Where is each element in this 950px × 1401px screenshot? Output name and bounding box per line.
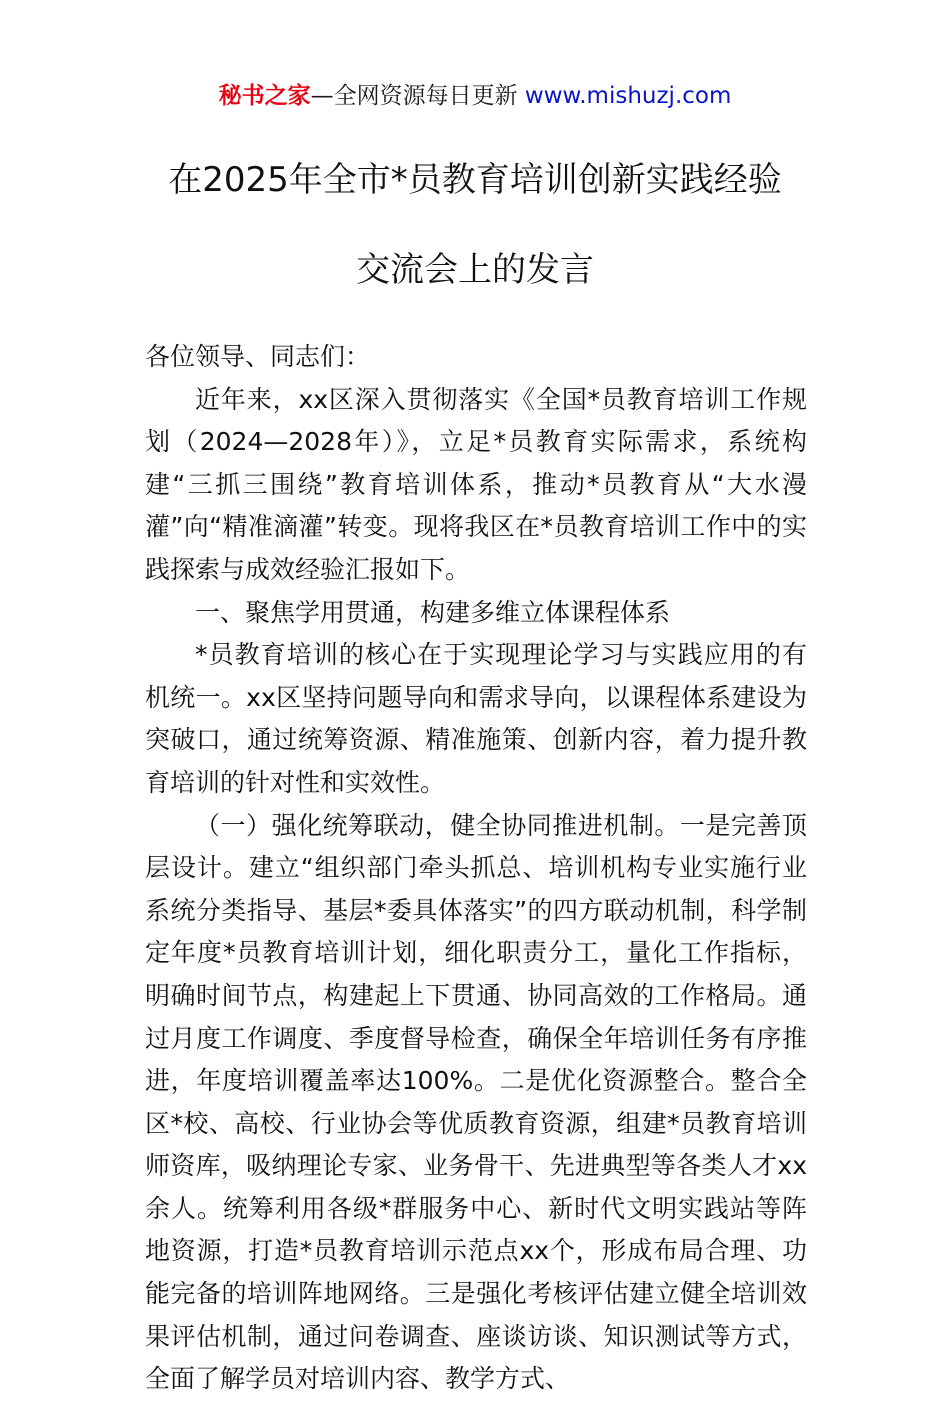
header-slogan: —全网资源每日更新 — [310, 83, 518, 109]
page-header — [0, 80, 950, 112]
body-paragraph: （一）强化统筹联动，健全协同推进机制。一是完善顶层设计。建立“组织部门牵头抓总、培训机构专业实施行业系统分类指导、基层*委具体落实”的四方联动机制，科学制定年度*员教育培训计划，细化职责分工，量化工作指标，明确时间节点，构建起上下贯通、协同高效的工作格局。通过月度工作调度、季度督导检查，确保全年培训任务有序推进，年度培训覆盖率达100%。二是优化资源整合。整合全区*校、高校、行业协会等优质教育资源，组建*员教育培训师资库，吸纳理论专家、业务骨干、先进典型等各类人才xx余人。统筹利用各级*群服务中心、新时代文明实践站等阵地资源，打造*员教育培训示范点xx个，形成布局合理、功能完备的培训阵地网络。三是强化考核评估建立健全培训效果评估机制，通过问卷调查、座谈访谈、知识测试等方式，全面了解学员对培训内容、教学方式、 — [145, 810, 807, 1394]
section-heading: 一、聚焦学用贯通，构建多维立体课程体系 — [195, 597, 671, 627]
document-title-line-1: 在2025年全市*员教育培训创新实践经验 — [168, 160, 782, 200]
body-paragraph: 近年来，xx区深入贯彻落实《全国*员教育培训工作规划（2024—2028年）》，立足*员教育实际需求，系统构建“三抓三围绕”教育培训体系，推动*员教育从“大水漫灌”向“精准滴灌”转变。现将我区在*员教育培训工作中的实践探索与成效经验汇报如下。 — [145, 384, 807, 584]
body-paragraph: *员教育培训的核心在于实现理论学习与实践应用的有机统一。xx区坚持问题导向和需求导向，以课程体系建设为突破口，通过统筹资源、精准施策、创新内容，着力提升教育培训的针对性和实效性。 — [145, 640, 807, 797]
site-link[interactable]: www.mishuzj.com — [524, 83, 732, 109]
salutation: 各位领导、同志们： — [145, 342, 371, 371]
brand-name: 秘书之家 — [218, 83, 311, 109]
document-body — [145, 336, 807, 1401]
document-title-line-2: 交流会上的发言 — [356, 250, 594, 290]
